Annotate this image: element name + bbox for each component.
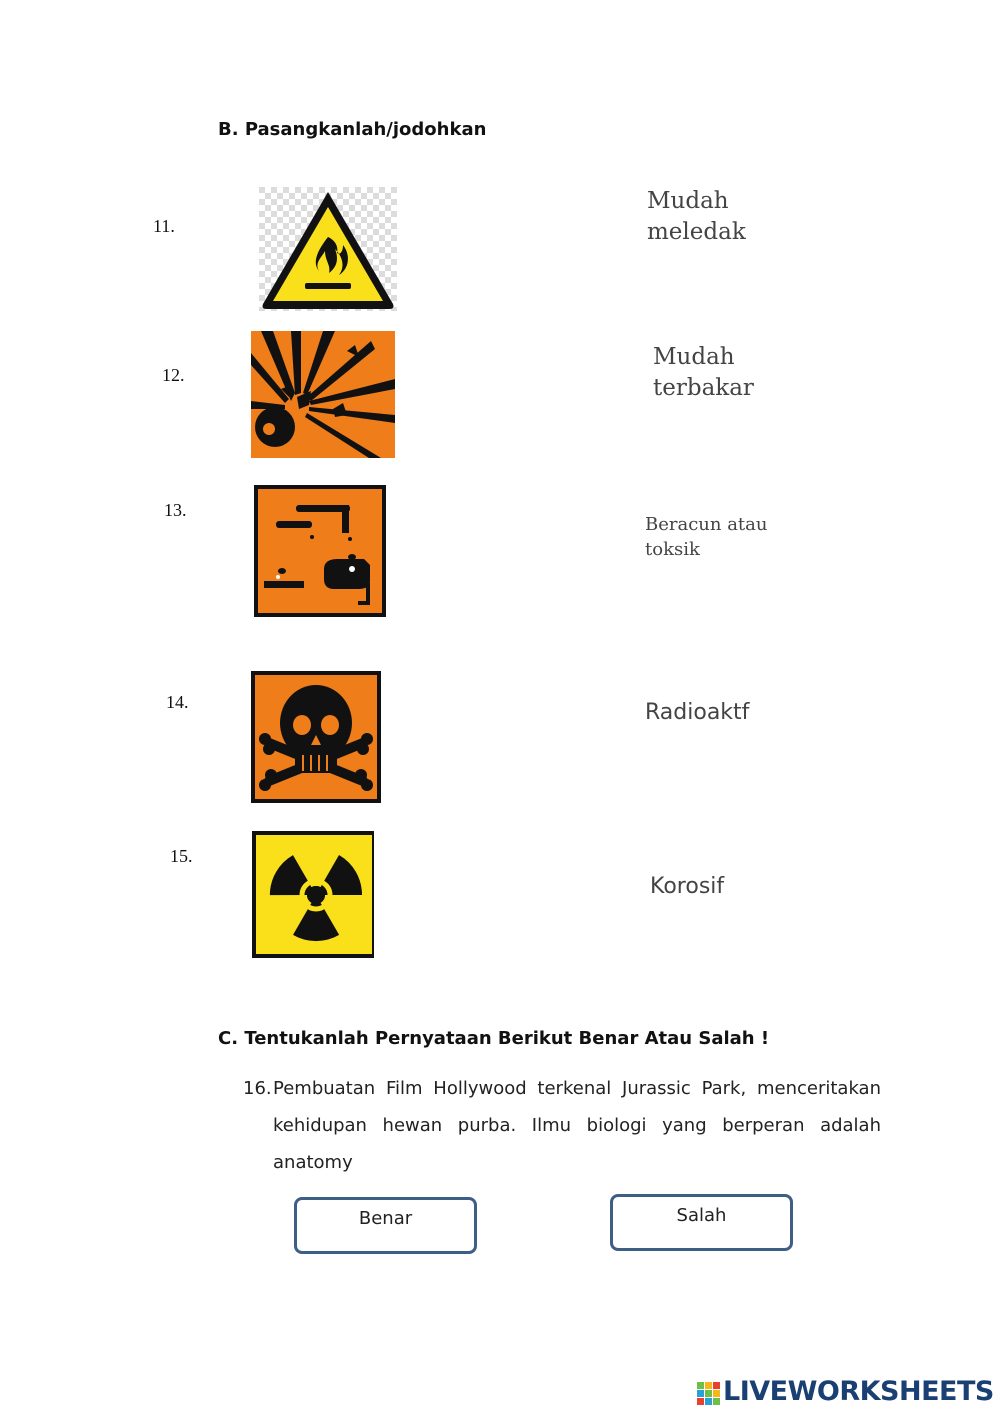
option-line: meledak: [647, 219, 746, 246]
option-line: toksik: [645, 539, 700, 561]
radioactive-icon: [252, 831, 374, 958]
item-number-14: 14.: [166, 692, 189, 712]
option-line: Radioaktf: [645, 700, 750, 725]
question-number: 16.: [243, 1078, 272, 1099]
option-mudah-meledak[interactable]: [647, 186, 746, 248]
question-text: [273, 1070, 881, 1181]
question-line: Pembuatan Film Hollywood terkenal Jurassic Park, menceritakan: [273, 1078, 881, 1099]
explosive-icon: [251, 331, 395, 458]
option-line: Mudah: [647, 188, 729, 214]
option-korosif[interactable]: [650, 872, 724, 902]
item-number-12: 12.: [162, 365, 185, 385]
question-line: kehidupan hewan purba. Ilmu biologi yang berperan adalah: [273, 1115, 881, 1136]
option-line: Korosif: [650, 874, 725, 899]
section-b-heading: B. Pasangkanlah/jodohkan: [218, 119, 487, 140]
option-line: Beracun atau: [645, 514, 768, 535]
flammable-warning-icon: [259, 187, 397, 311]
corrosive-icon: [254, 485, 386, 617]
item-number-15: 15.: [170, 846, 193, 866]
option-beracun-toksik[interactable]: [645, 512, 768, 562]
toxic-skull-icon: [251, 671, 381, 803]
option-mudah-terbakar[interactable]: [653, 342, 754, 404]
salah-button[interactable]: Salah: [610, 1194, 793, 1251]
liveworksheets-logo-text: LIVEWORKSHEETS: [723, 1376, 994, 1407]
option-radioaktif[interactable]: [645, 698, 749, 728]
item-number-11: 11.: [153, 216, 175, 236]
benar-button[interactable]: Benar: [294, 1197, 477, 1254]
option-line: Mudah: [653, 344, 735, 370]
option-line: terbakar: [653, 375, 754, 402]
section-c-heading: C. Tentukanlah Pernyataan Berikut Benar Atau Salah !: [218, 1028, 770, 1049]
item-number-13: 13.: [164, 500, 187, 520]
liveworksheets-logo-icon: [697, 1382, 721, 1406]
question-line: anatomy: [273, 1152, 353, 1173]
